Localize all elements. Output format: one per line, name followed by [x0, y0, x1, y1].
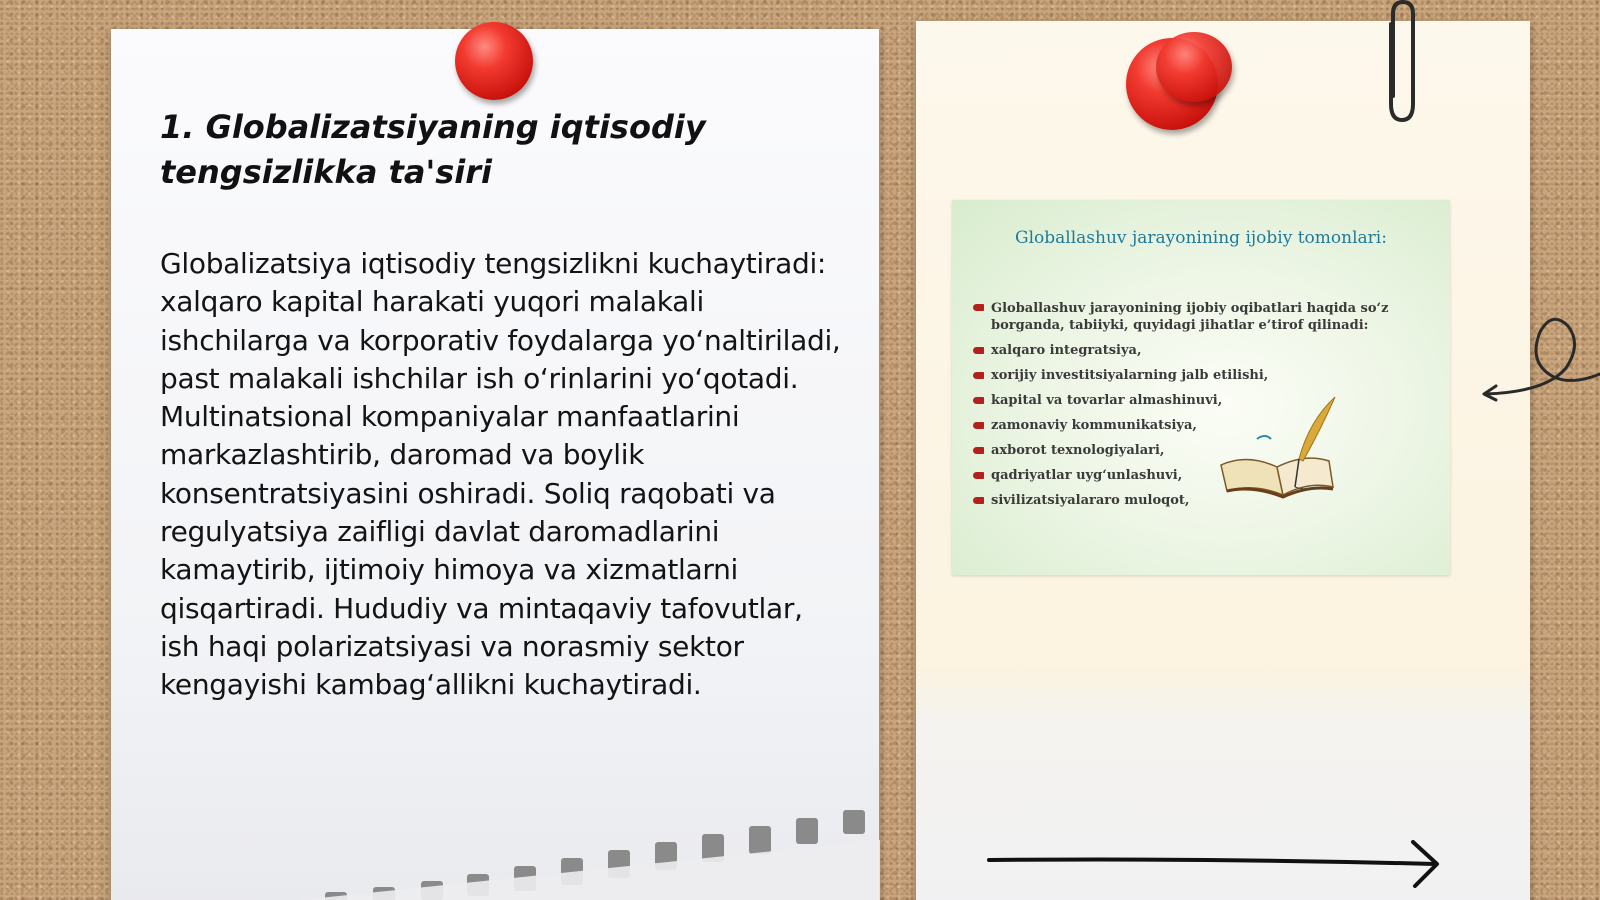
- list-item: xorijiy investitsiyalarning jalb etilishi,: [972, 368, 1422, 384]
- slide-title: Globallashuv jarayonining ijobiy tomonlari:: [1015, 228, 1387, 248]
- list-item: axborot texnologiyalari,: [972, 443, 1422, 459]
- bullet-icon: [973, 472, 984, 479]
- list-item: Globallashuv jarayonining ijobiy oqibatlari haqida so‘z borganda, tabiiyki, quyidagi jihatlar e’tirof qilinadi:: [972, 300, 1401, 334]
- torn-edge-decoration: [300, 800, 880, 900]
- bullet-icon: [973, 304, 984, 311]
- slide-bullet-list: [972, 300, 1422, 518]
- push-pin-icon: [455, 22, 533, 100]
- right-arrow-icon: [985, 838, 1445, 888]
- bullet-icon: [973, 372, 984, 379]
- list-item: sivilizatsiyalararo muloqot,: [972, 493, 1422, 509]
- embedded-slide: [952, 200, 1450, 575]
- bullet-icon: [973, 397, 984, 404]
- list-item: zamonaviy kommunikatsiya,: [972, 418, 1422, 434]
- list-item: kapital va tovarlar almashinuvi,: [972, 393, 1422, 409]
- curved-arrow-icon: [1480, 310, 1600, 410]
- bullet-icon: [973, 497, 984, 504]
- bullet-icon: [973, 422, 984, 429]
- body-paragraph: Globalizatsiya iqtisodiy tengsizlikni kuchaytiradi: xalqaro kapital harakati yuqori malakali ishchilarga va korporativ foydalarga yo‘naltiriladi, past malakali ishchilar ish o‘rinlarini yo‘qotadi. Multinatsional kompaniyalar manfaatlarini markazlashtirib, daromad va boylik konsentratsiyasini oshiradi. Soliq raqobati va regulyatsiya zaifligi davlat daromadlarini kamaytirib, ijtimoiy himoya va xizmatlarni qisqartiradi. Hududiy va mintaqaviy tafovutlar, ish haqi polarizatsiyasi va norasmiy sektor kengayishi kambag‘allikni kuchaytiradi.: [160, 247, 841, 702]
- push-pin-icon: [1156, 32, 1232, 102]
- book-quill-icon: [1217, 395, 1347, 505]
- paper-clip-icon: [1376, 0, 1426, 128]
- list-item: qadriyatlar uyg‘unlashuvi,: [972, 468, 1422, 484]
- list-item: xalqaro integratsiya,: [972, 343, 1422, 359]
- page-title: 1. Globalizatsiyaning iqtisodiy tengsizlikka ta'siri: [160, 108, 706, 191]
- bullet-icon: [973, 447, 984, 454]
- bullet-icon: [973, 347, 984, 354]
